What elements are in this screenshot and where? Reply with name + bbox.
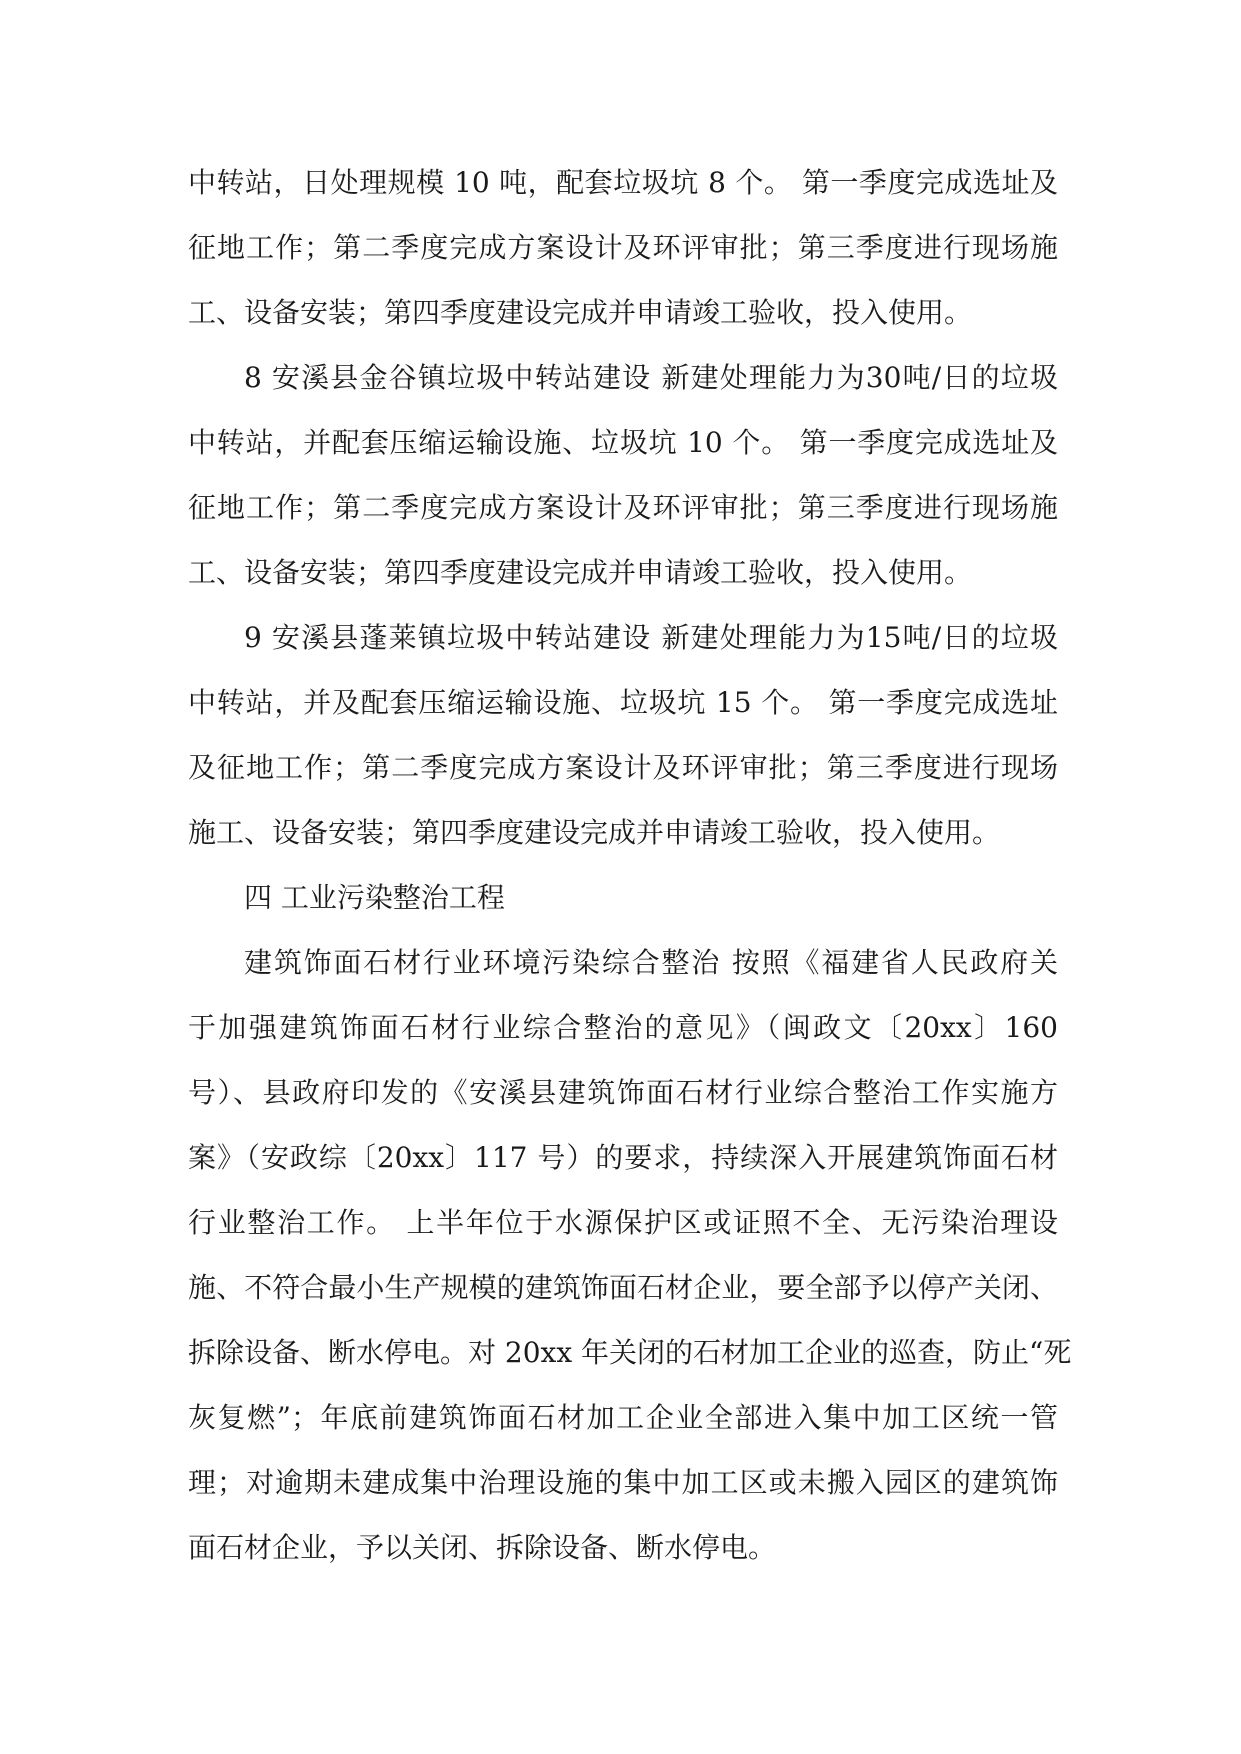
text-line: 中转站，并配套压缩运输设施、垃圾坑 10 个。 第一季度完成选址及 [188,426,1058,459]
text-line: 建筑饰面石材行业环境污染综合整治 按照《福建省人民政府关 [244,946,1058,979]
text-line: 灰复燃”；年底前建筑饰面石材加工企业全部进入集中加工区统一管 [188,1401,1058,1434]
text-line: 及征地工作；第二季度完成方案设计及环评审批；第三季度进行现场 [188,751,1058,784]
text-line: 于加强建筑饰面石材行业综合整治的意见》（闽政文〔20xx〕160 [188,1011,1058,1044]
text-line: 中转站，并及配套压缩运输设施、垃圾坑 15 个。 第一季度完成选址 [188,686,1058,719]
text-line: 案》（安政综〔20xx〕117 号）的要求，持续深入开展建筑饰面石材 [188,1141,1058,1174]
text-line: 行业整治工作。 上半年位于水源保护区或证照不全、无污染治理设 [188,1206,1058,1239]
text-line: 工、设备安装；第四季度建设完成并申请竣工验收，投入使用。 [188,296,973,329]
text-line: 中转站，日处理规模 10 吨，配套垃圾坑 8 个。 第一季度完成选址及 [188,166,1058,199]
section-heading: 四 工业污染整治工程 [244,881,505,914]
text-line: 工、设备安装；第四季度建设完成并申请竣工验收，投入使用。 [188,556,973,589]
text-line: 拆除设备、断水停电。对 20xx 年关闭的石材加工企业的巡查，防止“死 [188,1336,1072,1369]
text-line: 面石材企业，予以关闭、拆除设备、断水停电。 [188,1531,777,1564]
text-line: 施工、设备安装；第四季度建设完成并申请竣工验收，投入使用。 [188,816,1001,849]
document-body [188,150,1072,1580]
text-line: 征地工作；第二季度完成方案设计及环评审批；第三季度进行现场施 [188,231,1058,264]
text-line: 号）、县政府印发的《安溪县建筑饰面石材行业综合整治工作实施方 [188,1076,1058,1109]
text-line: 施、不符合最小生产规模的建筑饰面石材企业，要全部予以停产关闭、 [188,1271,1058,1304]
text-line: 理；对逾期未建成集中治理设施的集中加工区或未搬入园区的建筑饰 [188,1466,1058,1499]
text-line: 8 安溪县金谷镇垃圾中转站建设 新建处理能力为30吨/日的垃圾 [244,361,1058,394]
text-line: 9 安溪县蓬莱镇垃圾中转站建设 新建处理能力为15吨/日的垃圾 [244,621,1058,654]
text-line: 征地工作；第二季度完成方案设计及环评审批；第三季度进行现场施 [188,491,1058,524]
